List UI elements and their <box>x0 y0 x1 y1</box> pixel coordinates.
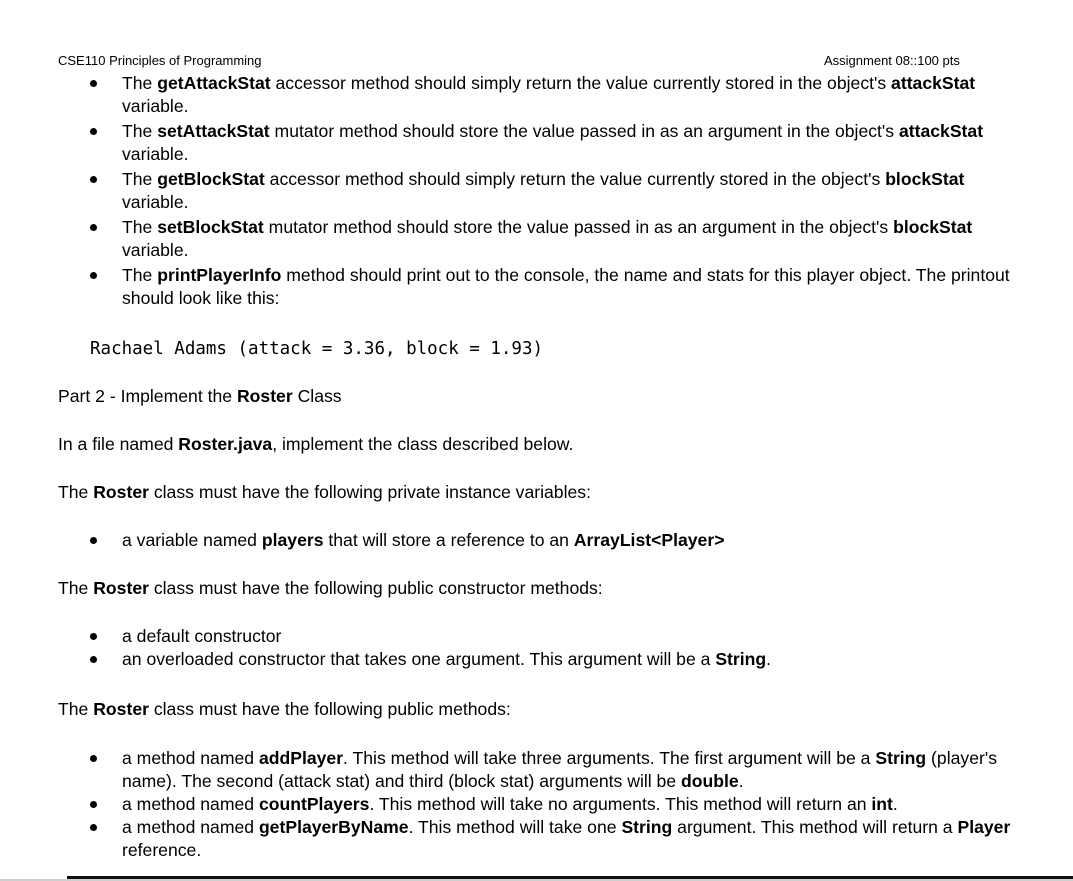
method-name: addPlayer <box>258 748 344 768</box>
list-item: a variable named players that will store a reference to an ArrayList<Player> <box>0 529 1073 552</box>
list-item: a method named getPlayerByName. This method will take one String argument. This method will return a Player reference. <box>0 816 1073 862</box>
method-name: countPlayers <box>258 794 370 814</box>
list-item: The setBlockStat mutator method should store the value passed in as an argument in the object's blockStat variable. <box>0 216 1073 262</box>
variable-name: blockStat <box>893 217 973 237</box>
method-name: setBlockStat <box>157 217 264 237</box>
roster-methods-list <box>0 747 1073 862</box>
list-item: The printPlayerInfo method should print out to the console, the name and stats for this player object. The printout should look like this: <box>0 264 1073 310</box>
method-name: getBlockStat <box>157 169 265 189</box>
code-sample: Rachael Adams (attack = 3.36, block = 1.93) <box>90 339 544 359</box>
variable-name: attackStat <box>898 121 984 141</box>
list-item: a method named countPlayers. This method will take no arguments. This method will return an int. <box>0 793 1073 816</box>
variable-name: attackStat <box>891 73 976 93</box>
constructors-intro: The Roster class must have the following public constructor methods: <box>58 578 603 598</box>
header-course-title: CSE110 Principles of Programming <box>58 53 262 68</box>
header-assignment-points: Assignment 08::100 pts <box>824 53 960 68</box>
list-item: a method named addPlayer. This method will take three arguments. The first argument will be a String (player's name). The second (attack stat) and third (block stat) arguments will be double. <box>0 747 1073 793</box>
method-name: getPlayerByName <box>258 817 409 837</box>
list-item: The getAttackStat accessor method should simply return the value currently stored in the object's attackStat variable. <box>0 72 1073 118</box>
list-item: The getBlockStat accessor method should simply return the value currently stored in the object's blockStat variable. <box>0 168 1073 214</box>
method-name: printPlayerInfo <box>157 265 282 285</box>
variable-name: blockStat <box>885 169 965 189</box>
player-methods-list <box>0 72 1073 312</box>
instance-variables-list <box>0 529 1073 552</box>
list-item: a default constructor <box>0 625 1073 648</box>
methods-intro: The Roster class must have the following public methods: <box>58 699 511 719</box>
constructors-list <box>0 625 1073 671</box>
file-instruction: In a file named Roster.java, implement the class described below. <box>58 434 574 454</box>
method-name: getAttackStat <box>157 73 271 93</box>
part2-heading: Part 2 - Implement the Roster Class <box>58 386 342 406</box>
list-item: an overloaded constructor that takes one argument. This argument will be a String. <box>0 648 1073 671</box>
instance-variables-intro: The Roster class must have the following private instance variables: <box>58 482 591 502</box>
method-name: setAttackStat <box>157 121 270 141</box>
list-item: The setAttackStat mutator method should store the value passed in as an argument in the object's attackStat variable. <box>0 120 1073 166</box>
